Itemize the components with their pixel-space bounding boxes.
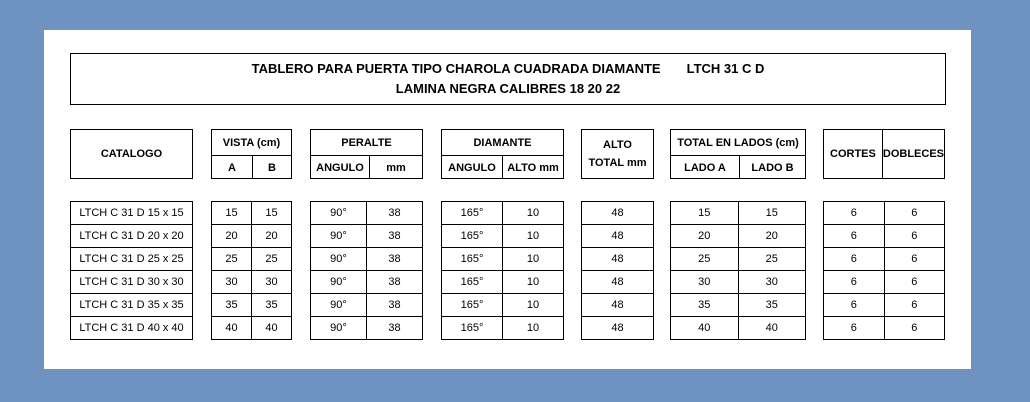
- table-row: [311, 317, 423, 340]
- cell-peralte-angulo: 90°: [311, 271, 367, 294]
- cell-diamante-alto: 10: [503, 202, 564, 225]
- cell-peralte-angulo: 90°: [311, 225, 367, 248]
- title-box: [70, 53, 946, 105]
- cell-alto-total: 48: [582, 317, 654, 340]
- cell-diamante-angulo: 165°: [442, 271, 503, 294]
- header-vista-title: VISTA (cm): [212, 130, 291, 156]
- cell-b: 35: [252, 294, 292, 317]
- cell-peralte-mm: 38: [367, 225, 423, 248]
- header-vista-a: A: [228, 161, 236, 174]
- cell-catalogo: LTCH C 31 D 25 x 25: [71, 248, 193, 271]
- table-row: [442, 294, 564, 317]
- table-row: [311, 202, 423, 225]
- cell-b: 20: [252, 225, 292, 248]
- cell-cortes: 6: [824, 271, 885, 294]
- cell-lado-b: 15: [738, 202, 806, 225]
- header-diamante-title: DIAMANTE: [442, 130, 563, 156]
- header-alto-total: [581, 129, 654, 179]
- table-row: [442, 317, 564, 340]
- cell-diamante-angulo: 165°: [442, 202, 503, 225]
- table-row: [71, 271, 193, 294]
- cell-diamante-alto: 10: [503, 294, 564, 317]
- cell-lado-a: 20: [671, 225, 739, 248]
- header-lado-a: LADO A: [684, 161, 726, 174]
- cell-catalogo: LTCH C 31 D 30 x 30: [71, 271, 193, 294]
- cell-peralte-mm: 38: [367, 271, 423, 294]
- table-row: [582, 248, 654, 271]
- cell-cortes: 6: [824, 317, 885, 340]
- table-vista: [211, 201, 292, 340]
- cell-diamante-angulo: 165°: [442, 317, 503, 340]
- cell-peralte-angulo: 90°: [311, 202, 367, 225]
- cell-dobleces: 6: [884, 248, 945, 271]
- table-cortes-dobleces: [823, 201, 945, 340]
- cell-catalogo: LTCH C 31 D 15 x 15: [71, 202, 193, 225]
- cell-lado-b: 25: [738, 248, 806, 271]
- cell-cortes: 6: [824, 248, 885, 271]
- table-row: [671, 225, 806, 248]
- header-catalogo: CATALOGO: [70, 129, 193, 179]
- table-row: [442, 248, 564, 271]
- table-row: [824, 202, 945, 225]
- header-lado-b: LADO B: [739, 156, 805, 179]
- cell-lado-b: 35: [738, 294, 806, 317]
- title-line-1: [71, 59, 945, 79]
- title-text: TABLERO PARA PUERTA TIPO CHAROLA CUADRADA DIAMANTE: [251, 61, 661, 76]
- table-row: [671, 248, 806, 271]
- table-peralte: [310, 201, 423, 340]
- cell-dobleces: 6: [884, 225, 945, 248]
- cell-b: 15: [252, 202, 292, 225]
- table-row: [71, 202, 193, 225]
- cell-a: 30: [212, 271, 252, 294]
- table-row: [442, 202, 564, 225]
- cell-diamante-angulo: 165°: [442, 225, 503, 248]
- header-diamante-alto: ALTO mm: [502, 156, 563, 179]
- spec-sheet: [44, 30, 971, 369]
- header-vista: [211, 129, 292, 179]
- cell-cortes: 6: [824, 202, 885, 225]
- table-row: [212, 271, 292, 294]
- header-cortes: CORTES: [830, 148, 876, 160]
- cell-dobleces: 6: [884, 202, 945, 225]
- cell-cortes: 6: [824, 294, 885, 317]
- cell-lado-b: 40: [738, 317, 806, 340]
- table-catalogo: [70, 201, 193, 340]
- table-row: [671, 294, 806, 317]
- table-diamante: [441, 201, 564, 340]
- table-row: [671, 202, 806, 225]
- cell-diamante-alto: 10: [503, 271, 564, 294]
- cell-cortes: 6: [824, 225, 885, 248]
- table-row: [582, 225, 654, 248]
- cell-diamante-alto: 10: [503, 225, 564, 248]
- table-row: [212, 317, 292, 340]
- cell-lado-b: 30: [738, 271, 806, 294]
- header-alto-line-2: TOTAL mm: [588, 157, 647, 169]
- title-code: LTCH 31 C D: [686, 61, 765, 76]
- table-row: [71, 294, 193, 317]
- table-lados: [670, 201, 806, 340]
- header-diamante: [441, 129, 564, 179]
- cell-diamante-angulo: 165°: [442, 248, 503, 271]
- cell-lado-a: 40: [671, 317, 739, 340]
- cell-a: 25: [212, 248, 252, 271]
- table-row: [212, 202, 292, 225]
- table-row: [311, 294, 423, 317]
- cell-lado-a: 30: [671, 271, 739, 294]
- table-row: [582, 294, 654, 317]
- cell-dobleces: 6: [884, 294, 945, 317]
- header-total-lados: [670, 129, 806, 179]
- cell-catalogo: LTCH C 31 D 40 x 40: [71, 317, 193, 340]
- table-row: [582, 202, 654, 225]
- table-row: [824, 225, 945, 248]
- cell-alto-total: 48: [582, 225, 654, 248]
- cell-alto-total: 48: [582, 294, 654, 317]
- header-peralte-mm: mm: [369, 156, 422, 179]
- cell-alto-total: 48: [582, 248, 654, 271]
- cell-lado-a: 25: [671, 248, 739, 271]
- table-row: [311, 248, 423, 271]
- table-row: [71, 225, 193, 248]
- table-row: [71, 248, 193, 271]
- table-row: [824, 317, 945, 340]
- header-vista-b: B: [252, 156, 291, 179]
- header-peralte: [310, 129, 423, 179]
- header-diamante-angulo: ANGULO: [448, 161, 496, 174]
- table-row: [824, 271, 945, 294]
- header-peralte-title: PERALTE: [311, 130, 422, 156]
- cell-a: 20: [212, 225, 252, 248]
- table-row: [71, 317, 193, 340]
- cell-dobleces: 6: [884, 271, 945, 294]
- table-row: [212, 294, 292, 317]
- table-row: [582, 271, 654, 294]
- cell-catalogo: LTCH C 31 D 35 x 35: [71, 294, 193, 317]
- cell-peralte-mm: 38: [367, 202, 423, 225]
- cell-a: 15: [212, 202, 252, 225]
- cell-lado-a: 35: [671, 294, 739, 317]
- cell-b: 30: [252, 271, 292, 294]
- cell-diamante-angulo: 165°: [442, 294, 503, 317]
- table-row: [311, 225, 423, 248]
- title-line-2: LAMINA NEGRA CALIBRES 18 20 22: [395, 81, 621, 96]
- cell-a: 40: [212, 317, 252, 340]
- header-lados-title: TOTAL EN LADOS (cm): [671, 130, 805, 156]
- header-peralte-angulo: ANGULO: [316, 161, 364, 174]
- cell-peralte-mm: 38: [367, 317, 423, 340]
- header-alto-line-1: ALTO: [603, 139, 632, 151]
- table-row: [824, 248, 945, 271]
- cell-b: 40: [252, 317, 292, 340]
- cell-b: 25: [252, 248, 292, 271]
- table-row: [582, 317, 654, 340]
- cell-lado-b: 20: [738, 225, 806, 248]
- header-dobleces: DOBLECES: [882, 130, 944, 178]
- cell-alto-total: 48: [582, 271, 654, 294]
- cell-peralte-angulo: 90°: [311, 248, 367, 271]
- table-row: [212, 248, 292, 271]
- table-row: [311, 271, 423, 294]
- table-row: [824, 294, 945, 317]
- cell-diamante-alto: 10: [503, 248, 564, 271]
- cell-peralte-mm: 38: [367, 248, 423, 271]
- cell-peralte-angulo: 90°: [311, 317, 367, 340]
- table-row: [671, 317, 806, 340]
- cell-diamante-alto: 10: [503, 317, 564, 340]
- cell-a: 35: [212, 294, 252, 317]
- table-alto: [581, 201, 654, 340]
- cell-lado-a: 15: [671, 202, 739, 225]
- header-cortes-dobleces: [823, 129, 945, 179]
- cell-dobleces: 6: [884, 317, 945, 340]
- cell-alto-total: 48: [582, 202, 654, 225]
- cell-peralte-angulo: 90°: [311, 294, 367, 317]
- table-row: [212, 225, 292, 248]
- table-row: [442, 225, 564, 248]
- cell-catalogo: LTCH C 31 D 20 x 20: [71, 225, 193, 248]
- table-row: [671, 271, 806, 294]
- cell-peralte-mm: 38: [367, 294, 423, 317]
- table-row: [442, 271, 564, 294]
